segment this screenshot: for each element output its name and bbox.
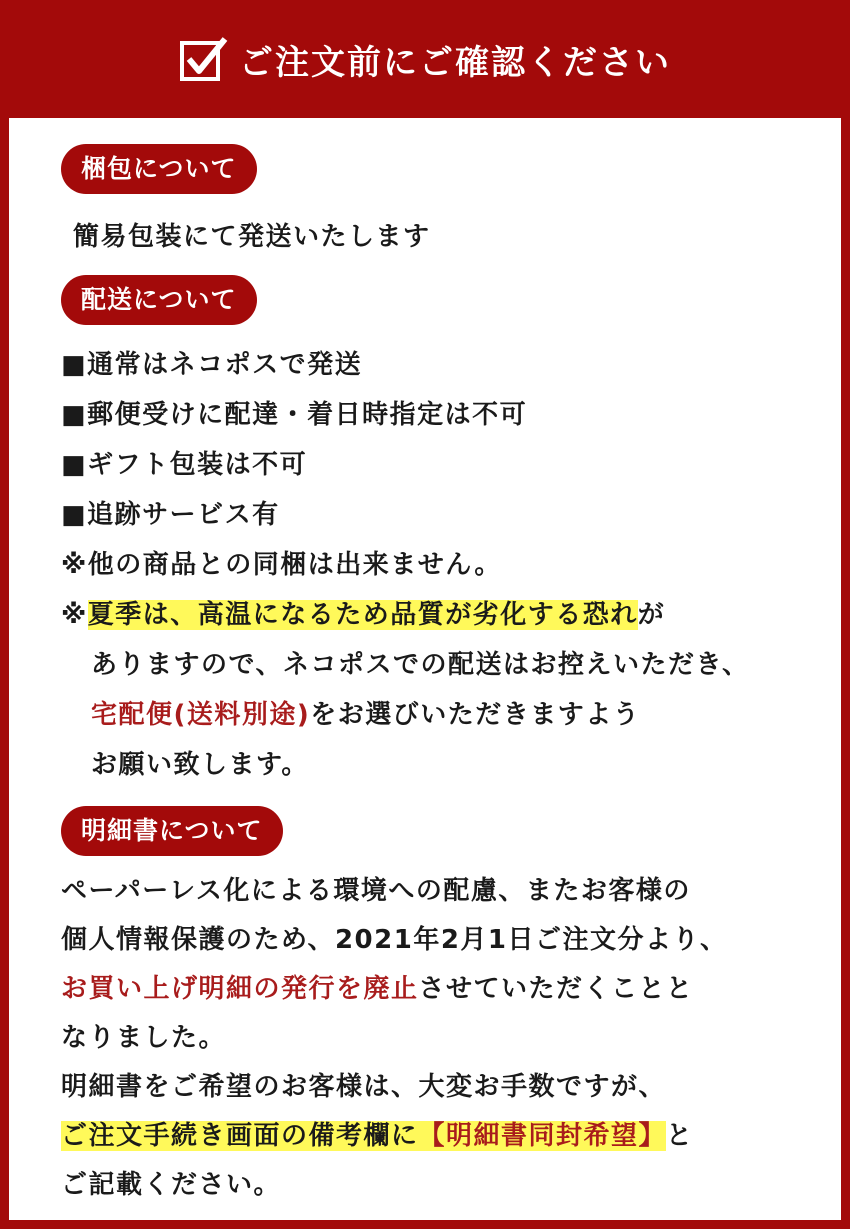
- note-tail: が: [637, 600, 666, 630]
- statement-abolished-red: お買い上げ明細の発行を廃止: [61, 974, 419, 1004]
- shipping-note: ※他の商品との同梱は出来ません。: [61, 550, 502, 580]
- summer-warning-highlight: 夏季は、高温になるため品質が劣化する恐れ: [87, 600, 638, 630]
- note-line3-tail: をお選びいただきますよう: [310, 700, 641, 730]
- statement-line3-tail: させていただくことと: [418, 974, 694, 1004]
- statement-line: 個人情報保護のため、2021年2月1日ご注文分より、: [61, 925, 728, 955]
- shipping-summer-note-line3: [91, 694, 640, 731]
- statement-line: ご記載ください。: [61, 1170, 282, 1200]
- courier-option-red: 宅配便(送料別途): [91, 700, 311, 730]
- statement-request-highlight: 【明細書同封希望】: [418, 1121, 667, 1151]
- packing-heading: 梱包について: [61, 144, 257, 194]
- shipping-summer-note-line2: ありますので、ネコポスでの配送はお控えいただき、: [91, 650, 750, 680]
- note-mark: ※: [61, 600, 88, 630]
- shipping-heading: 配送について: [61, 275, 257, 325]
- statement-line: 明細書をご希望のお客様は、大変お手数ですが、: [61, 1072, 667, 1102]
- shipping-item: ■追跡サービス有: [61, 500, 280, 530]
- statement-line: [61, 968, 694, 1005]
- statement-heading: 明細書について: [61, 806, 283, 856]
- packing-text: 簡易包装にて発送いたします: [73, 222, 431, 252]
- content-panel: [9, 118, 841, 1220]
- shipping-item: ■郵便受けに配達・着日時指定は不可: [61, 400, 528, 430]
- checkbox-check-icon: [179, 35, 229, 83]
- header-bar: [0, 0, 850, 118]
- shipping-summer-note: [61, 594, 665, 631]
- shipping-summer-note-line4: お願い致します。: [91, 750, 309, 780]
- shipping-item: ■ギフト包装は不可: [61, 450, 308, 480]
- header-title: ご注文前にご確認ください: [239, 42, 671, 83]
- statement-line: ペーパーレス化による環境への配慮、またお客様の: [61, 876, 691, 906]
- statement-line: なりました。: [61, 1023, 227, 1053]
- statement-line: [61, 1115, 694, 1152]
- shipping-item: ■通常はネコポスで発送: [61, 350, 363, 380]
- statement-line6-tail: と: [666, 1121, 694, 1151]
- remarks-field-highlight: ご注文手続き画面の備考欄に: [61, 1121, 419, 1151]
